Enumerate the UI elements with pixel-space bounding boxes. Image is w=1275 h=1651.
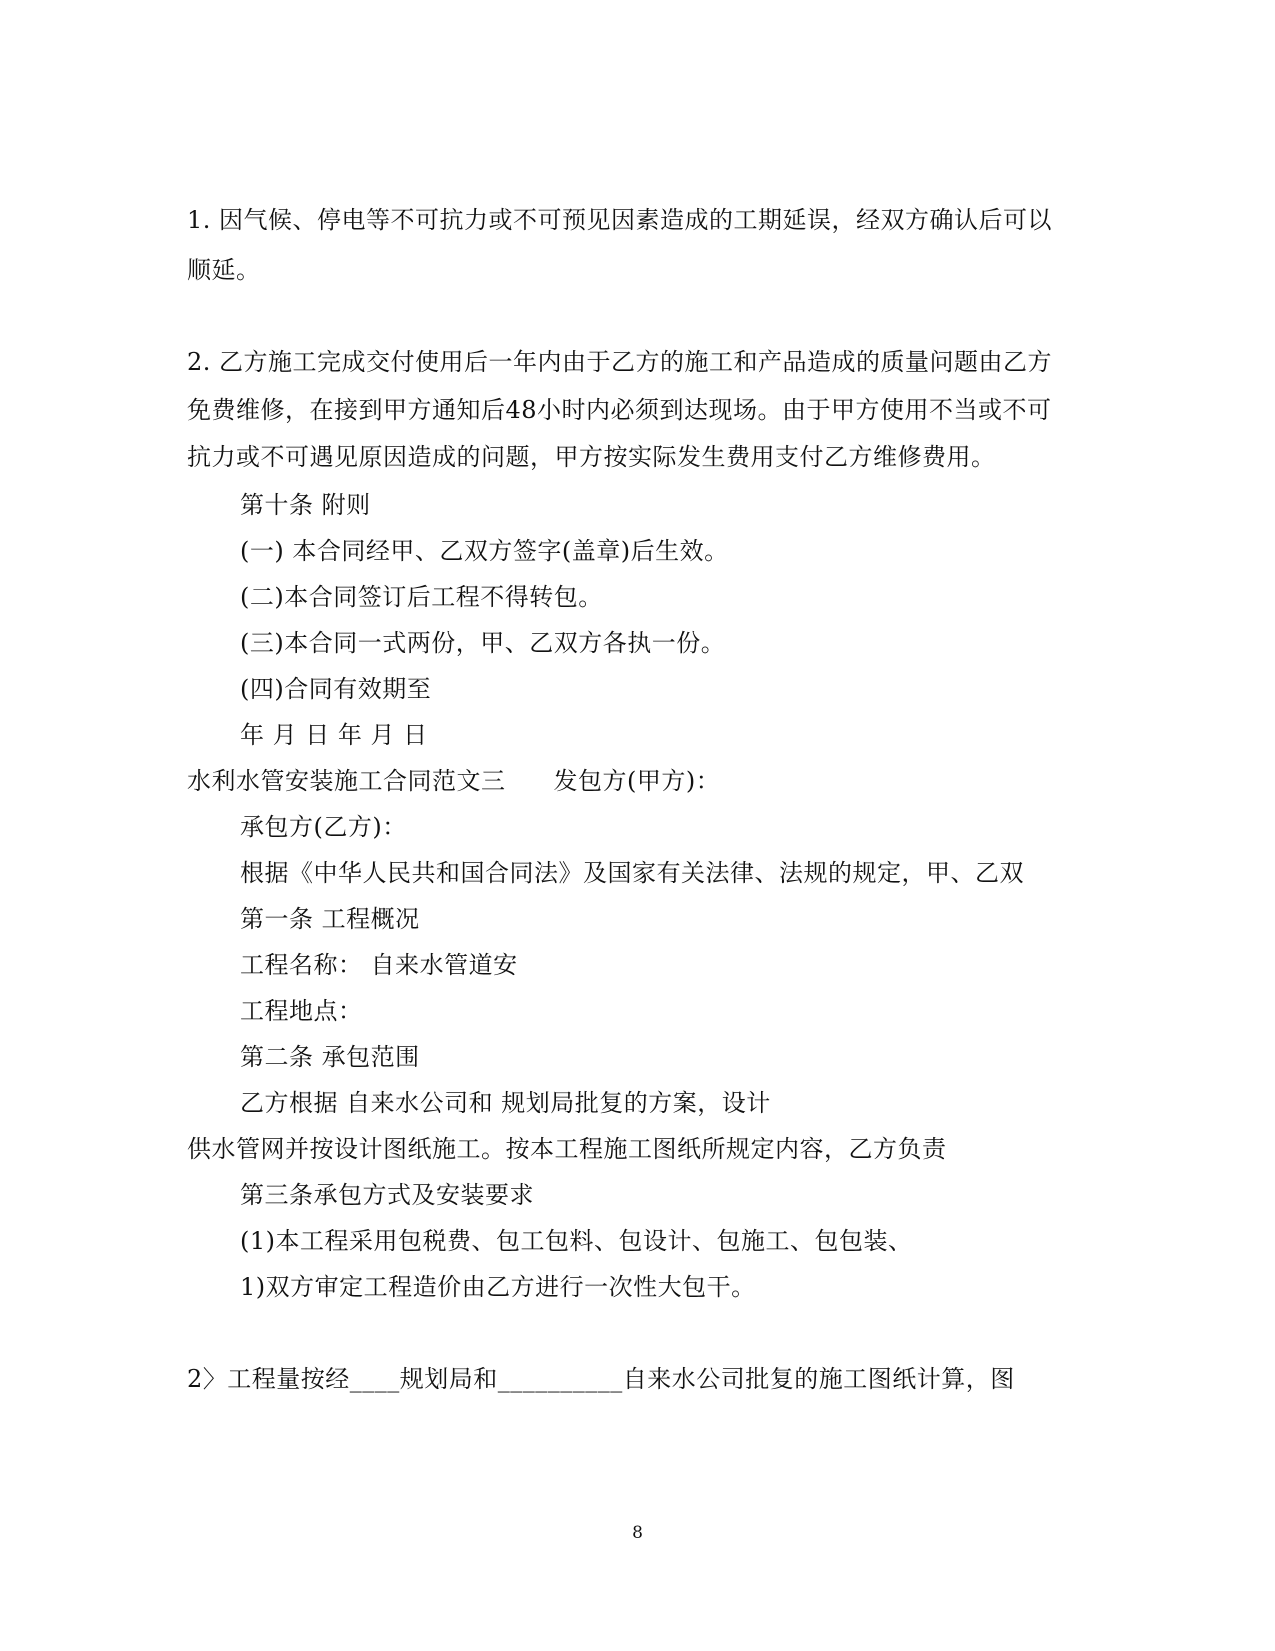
article-3-heading: 第三条承包方式及安装要求 — [240, 1181, 534, 1209]
item-1-sub-1: 1)双方审定工程造价由乙方进行一次性大包干。 — [240, 1273, 756, 1301]
project-name: 工程名称： 自来水管道安 — [240, 951, 518, 979]
party-a-label: 发包方(甲方)： — [553, 767, 721, 795]
article-10-item-4: (四)合同有效期至 — [240, 675, 432, 703]
contract-title: 水利水管安装施工合同范文三 — [187, 767, 506, 795]
page-number: 8 — [632, 1523, 643, 1543]
scope-line-2: 供水管网并按设计图纸施工。按本工程施工图纸所规定内容，乙方负责 — [187, 1135, 947, 1163]
preamble: 根据《中华人民共和国合同法》及国家有关法律、法规的规定，甲、乙双 — [240, 859, 1024, 887]
contract-title-row — [187, 766, 720, 796]
item-1-sub-2: 2〉工程量按经____规划局和__________自来水公司批复的施工图纸计算，图 — [187, 1365, 1015, 1393]
article-1-heading: 第一条 工程概况 — [240, 905, 420, 933]
article-10-item-1: (一) 本合同经甲、乙双方签字(盖章)后生效。 — [240, 537, 729, 565]
project-location: 工程地点： — [240, 997, 363, 1025]
article-2-heading: 第二条 承包范围 — [240, 1043, 420, 1071]
item-1: (1)本工程采用包税费、包工包料、包设计、包施工、包包装、 — [240, 1227, 913, 1255]
paragraph-1-line-2: 顺延。 — [187, 256, 261, 284]
date-line: 年 月 日 年 月 日 — [240, 721, 428, 749]
paragraph-1-line-1: 1. 因气候、停电等不可抗力或不可预见因素造成的工期延误，经双方确认后可以 — [187, 206, 1053, 234]
scope-line-1: 乙方根据 自来水公司和 规划局批复的方案，设计 — [240, 1089, 771, 1117]
article-10-item-2: (二)本合同签订后工程不得转包。 — [240, 583, 603, 611]
article-10-heading: 第十条 附则 — [240, 491, 371, 519]
paragraph-2-line-3: 抗力或不可遇见原因造成的问题，甲方按实际发生费用支付乙方维修费用。 — [187, 443, 996, 471]
paragraph-2-line-1: 2. 乙方施工完成交付使用后一年内由于乙方的施工和产品造成的质量问题由乙方 — [187, 348, 1053, 376]
article-10-item-3: (三)本合同一式两份，甲、乙双方各执一份。 — [240, 629, 726, 657]
party-b-label: 承包方(乙方)： — [240, 813, 407, 841]
paragraph-2-line-2: 免费维修，在接到甲方通知后48小时内必须到达现场。由于甲方使用不当或不可 — [187, 396, 1052, 424]
